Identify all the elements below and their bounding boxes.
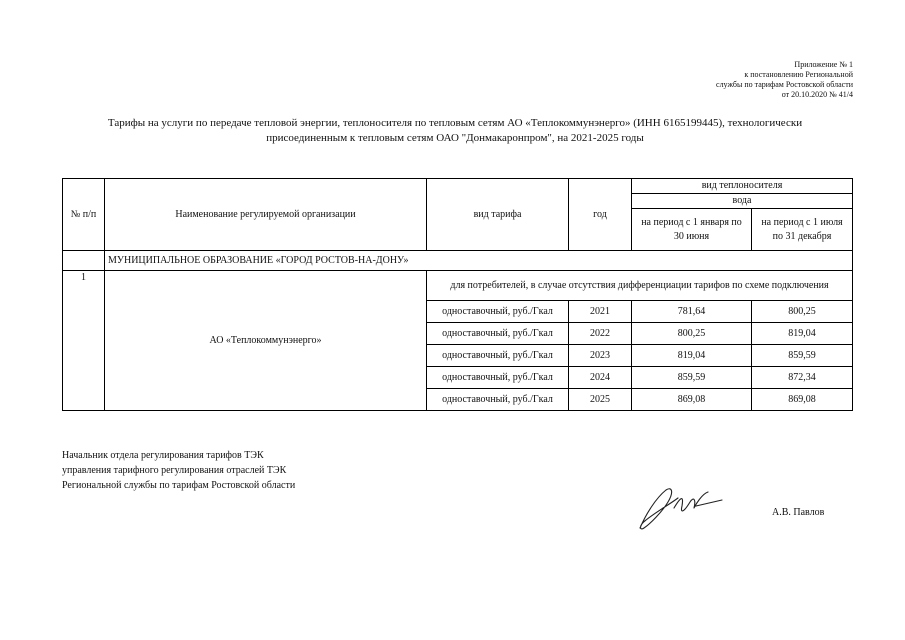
appendix-line: службы по тарифам Ростовской области (716, 80, 853, 89)
tariff-h2-cell: 859,59 (752, 345, 853, 367)
tariff-type-cell: одноставочный, руб./Гкал (427, 367, 569, 389)
handwritten-signature (636, 484, 726, 534)
organization-name: АО «Теплокоммунэнерго» (105, 271, 427, 411)
header-year: год (569, 179, 632, 251)
tariff-h2-cell: 872,34 (752, 367, 853, 389)
tariff-h1-cell: 800,25 (632, 323, 752, 345)
title-line: Тарифы на услуги по передаче тепловой энергии, теплоносителя по тепловым сетям АО «Теплокоммунэнерго» (ИНН 6165199445), технологически (107, 117, 803, 129)
tariff-h2-cell: 800,25 (752, 301, 853, 323)
tariff-type-cell: одноставочный, руб./Гкал (427, 301, 569, 323)
signatory-line: Региональной службы по тарифам Ростовской области (62, 480, 296, 491)
tariff-h2-cell: 869,08 (752, 389, 853, 411)
appendix-line: от 20.10.2020 № 41/4 (781, 90, 853, 99)
row-number: 1 (63, 271, 105, 411)
header-period-2: на период с 1 июля по 31 декабря (752, 209, 853, 251)
tariff-h1-cell: 869,08 (632, 389, 752, 411)
header-water: вода (632, 194, 853, 209)
signatory-line: управления тарифного регулирования отраслей ТЭК (62, 465, 287, 476)
tariff-type-cell: одноставочный, руб./Гкал (427, 323, 569, 345)
tariff-type-cell: одноставочный, руб./Гкал (427, 345, 569, 367)
signatory-title (62, 448, 295, 493)
consumer-note: для потребителей, в случае отсутствия дифференциации тарифов по схеме подключения (427, 271, 853, 301)
year-cell: 2021 (569, 301, 632, 323)
appendix-line: к постановлению Региональной (744, 70, 853, 79)
appendix-header (716, 60, 853, 100)
header-organization: Наименование регулируемой организации (105, 179, 427, 251)
title-line: присоединенным к тепловым сетям ОАО "Донмакаронпром", на 2021-2025 годы (266, 132, 644, 144)
header-carrier: вид теплоносителя (632, 179, 853, 194)
signer-name: А.В. Павлов (772, 507, 825, 518)
empty-cell (63, 251, 105, 271)
document-title (60, 116, 850, 146)
year-cell: 2024 (569, 367, 632, 389)
year-cell: 2022 (569, 323, 632, 345)
header-period-1: на период с 1 января по 30 июня (632, 209, 752, 251)
tariff-table (62, 178, 853, 411)
appendix-line: Приложение № 1 (794, 60, 853, 69)
tariff-h2-cell: 819,04 (752, 323, 853, 345)
tariff-h1-cell: 819,04 (632, 345, 752, 367)
year-cell: 2025 (569, 389, 632, 411)
tariff-type-cell: одноставочный, руб./Гкал (427, 389, 569, 411)
tariff-h1-cell: 859,59 (632, 367, 752, 389)
year-cell: 2023 (569, 345, 632, 367)
tariff-h1-cell: 781,64 (632, 301, 752, 323)
municipality-row: МУНИЦИПАЛЬНОЕ ОБРАЗОВАНИЕ «ГОРОД РОСТОВ-НА-ДОНУ» (105, 251, 853, 271)
header-tariff-type: вид тарифа (427, 179, 569, 251)
header-num: № п/п (63, 179, 105, 251)
signatory-line: Начальник отдела регулирования тарифов ТЭК (62, 450, 264, 461)
